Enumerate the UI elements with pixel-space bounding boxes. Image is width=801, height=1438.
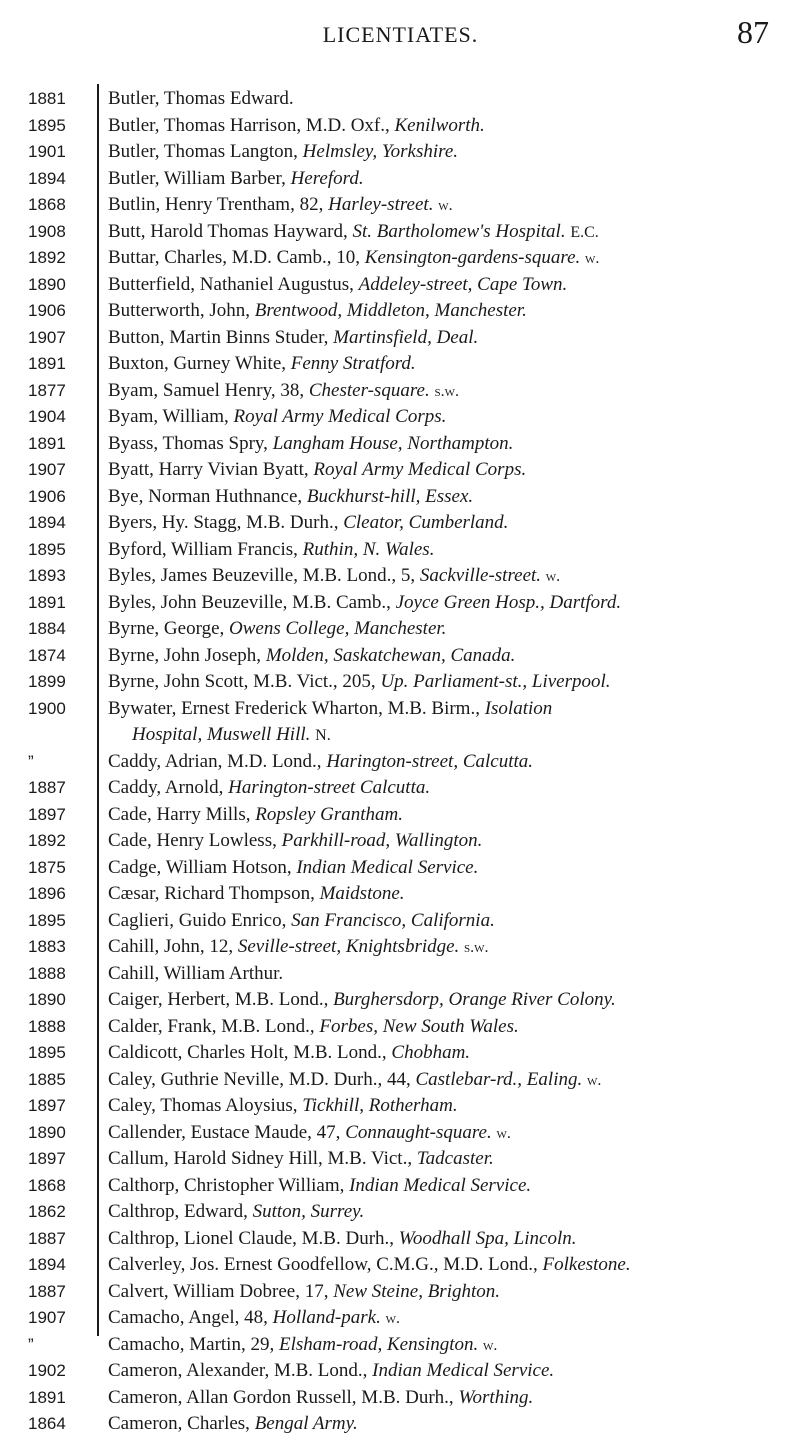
entry-text xyxy=(108,457,788,483)
entry-name: Calthrop, Lionel Claude, M.B. Durh., xyxy=(108,1227,395,1249)
entry-text xyxy=(108,643,788,669)
entry-text xyxy=(108,1040,788,1066)
entry-district: w. xyxy=(586,1071,602,1089)
list-item xyxy=(0,563,801,590)
entry-name: Cade, Harry Mills, xyxy=(108,803,251,825)
entry-name: Calthrop, Edward, xyxy=(108,1201,248,1222)
entry-name: Calthorp, Christopher William, xyxy=(108,1174,345,1196)
entry-text xyxy=(108,961,788,987)
entry-name: Calverley, Jos. Ernest Goodfellow, C.M.G., M.D. Lond., xyxy=(108,1254,538,1275)
entry-name: Byrne, John Joseph, xyxy=(108,644,262,666)
entry-text xyxy=(108,1093,788,1119)
entry-year: 1897 xyxy=(28,804,66,824)
list-item xyxy=(0,1252,801,1279)
entry-name: Cadge, William Hotson, xyxy=(108,856,292,878)
entry-name: Calvert, William Dobree, 17, xyxy=(108,1280,329,1302)
running-title: LICENTIATES. xyxy=(322,22,479,47)
entry-district: N. xyxy=(315,727,331,744)
entry-year: 1868 xyxy=(28,1175,66,1195)
entry-continuation xyxy=(0,722,801,749)
entry-address: New Steine, Brighton. xyxy=(333,1280,501,1302)
entry-text xyxy=(108,1385,788,1411)
entry-address: Parkhill-road, Wallington. xyxy=(281,830,483,851)
entry-address: Molden, Saskatchewan, Canada. xyxy=(265,644,516,666)
entry-text xyxy=(108,775,788,801)
entry-address: Indian Medical Service. xyxy=(349,1174,532,1196)
entry-text xyxy=(108,192,788,219)
entry-name: Buttar, Charles, M.D. Camb., 10, xyxy=(108,247,361,268)
entry-year: 1888 xyxy=(28,963,66,983)
entry-text xyxy=(108,272,788,298)
entry-text xyxy=(108,590,788,616)
entry-address: Martinsfield, Deal. xyxy=(333,326,479,348)
list-item xyxy=(0,643,801,670)
entry-name: Byatt, Harry Vivian Byatt, xyxy=(108,459,309,480)
entry-address: Langham House, Northampton. xyxy=(272,432,514,454)
entry-text xyxy=(108,934,788,961)
entry-name: Callender, Eustace Maude, 47, xyxy=(108,1121,341,1143)
entry-name: Byers, Hy. Stagg, M.B. Durh., xyxy=(108,512,339,533)
entry-name: Camacho, Martin, 29, xyxy=(108,1333,275,1355)
entry-year: 1895 xyxy=(28,539,66,559)
list-item xyxy=(0,1226,801,1253)
entry-name: Byford, William Francis, xyxy=(108,538,298,560)
list-item xyxy=(0,1146,801,1173)
list-item xyxy=(0,1279,801,1306)
entry-address: Indian Medical Service. xyxy=(296,856,479,878)
list-item xyxy=(0,1040,801,1067)
entry-year: 1887 xyxy=(28,778,66,797)
entry-address: Castlebar-rd., Ealing. xyxy=(415,1068,583,1090)
entry-text xyxy=(108,1067,788,1094)
entry-address: Seville-street, Knightsbridge. xyxy=(237,936,460,957)
entry-text xyxy=(108,828,788,854)
list-item xyxy=(0,1199,801,1226)
entry-address: Addeley-street, Cape Town. xyxy=(358,273,568,295)
entry-address: Burghersdorp, Orange River Colony. xyxy=(333,989,616,1010)
entry-year: 1907 xyxy=(28,1308,66,1327)
entry-name: Cameron, Alexander, M.B. Lond., xyxy=(108,1360,368,1381)
list-item xyxy=(0,245,801,272)
list-item xyxy=(0,113,801,140)
entry-address: Isolation xyxy=(484,697,553,719)
entry-district: w. xyxy=(545,568,561,585)
list-item xyxy=(0,881,801,908)
entry-district: w. xyxy=(483,1336,498,1354)
entry-address: Cleator, Cumberland. xyxy=(343,512,509,533)
entry-text xyxy=(108,1252,788,1278)
entry-name: Caglieri, Guido Enrico, xyxy=(108,909,287,931)
entry-address: Fenny Stratford. xyxy=(290,353,416,374)
entry-address: Owens College, Manchester. xyxy=(229,618,447,639)
entry-year: 1862 xyxy=(28,1202,66,1221)
entry-name: Byrne, George, xyxy=(108,618,225,639)
entry-name: Caldicott, Charles Holt, M.B. Lond., xyxy=(108,1042,387,1063)
list-item xyxy=(0,431,801,458)
list-item xyxy=(0,378,801,405)
entry-name: Camacho, Angel, 48, xyxy=(108,1307,268,1328)
list-item xyxy=(0,325,801,352)
entry-year: 1877 xyxy=(28,380,66,400)
entry-name: Byles, John Beuzeville, M.B. Camb., xyxy=(108,591,391,613)
list-item xyxy=(0,1385,801,1412)
entry-year: 1887 xyxy=(28,1228,66,1248)
entry-name: Bye, Norman Huthnance, xyxy=(108,485,303,507)
entry-name: Caley, Thomas Aloysius, xyxy=(108,1095,298,1116)
list-item xyxy=(0,802,801,829)
list-item xyxy=(0,1358,801,1385)
entry-text xyxy=(108,669,788,695)
entry-year: 1890 xyxy=(28,274,66,294)
entry-name: Buxton, Gurney White, xyxy=(108,353,287,374)
list-item xyxy=(0,1093,801,1120)
list-item xyxy=(0,272,801,299)
entry-text xyxy=(108,510,788,536)
entry-name: Calder, Frank, M.B. Lond., xyxy=(108,1015,315,1037)
entry-address: Hereford. xyxy=(290,167,364,189)
entry-year: 1894 xyxy=(28,1255,66,1274)
entry-year: 1907 xyxy=(28,460,66,479)
entry-text xyxy=(108,86,788,112)
entry-text xyxy=(108,1146,788,1172)
entry-text xyxy=(108,749,788,775)
entry-name: Cahill, John, 12, xyxy=(108,936,234,957)
entry-text xyxy=(108,908,788,934)
list-item xyxy=(0,1120,801,1147)
entry-address: Indian Medical Service. xyxy=(372,1360,555,1381)
entry-name: Callum, Harold Sidney Hill, M.B. Vict., xyxy=(108,1148,413,1169)
entry-district: w. xyxy=(438,197,453,214)
list-item xyxy=(0,749,801,776)
entry-address: San Francisco, California. xyxy=(291,909,495,931)
list-item xyxy=(0,1173,801,1200)
entry-year: 1896 xyxy=(28,884,66,903)
entry-year: 1885 xyxy=(28,1069,66,1089)
entry-name: Butterfield, Nathaniel Augustus, xyxy=(108,273,354,295)
entry-address: Sackville-street. xyxy=(419,565,542,586)
list-item xyxy=(0,457,801,484)
list-item xyxy=(0,1411,801,1438)
entry-text xyxy=(108,881,788,907)
entry-text xyxy=(108,987,788,1013)
entry-address: Harington-street, Calcutta. xyxy=(326,750,534,772)
page-number: 87 xyxy=(737,14,769,50)
entry-year: 1908 xyxy=(28,221,66,241)
entry-address: Buckhurst-hill, Essex. xyxy=(306,485,474,507)
entry-year: 1891 xyxy=(28,592,66,612)
list-item xyxy=(0,404,801,431)
entry-district: w. xyxy=(496,1124,511,1142)
entry-year: 1888 xyxy=(28,1016,66,1036)
entry-year: 1894 xyxy=(28,513,66,532)
entry-name: Butler, Thomas Edward. xyxy=(108,88,294,109)
entry-address: Ropsley Grantham. xyxy=(255,803,403,825)
entry-text xyxy=(108,325,788,351)
entry-year: 1891 xyxy=(28,354,66,373)
entry-address: Tadcaster. xyxy=(416,1148,494,1169)
entry-text xyxy=(108,139,788,165)
entry-address: Harington-street Calcutta. xyxy=(228,777,431,798)
list-item xyxy=(0,696,801,723)
entry-year: 1895 xyxy=(28,910,66,930)
list-item xyxy=(0,351,801,378)
entry-name: Bywater, Ernest Frederick Wharton, M.B. Birm., xyxy=(108,697,480,719)
list-item xyxy=(0,775,801,802)
list-item xyxy=(0,86,801,113)
entry-name: Cæsar, Richard Thompson, xyxy=(108,883,315,904)
entry-text xyxy=(108,1014,788,1040)
list-item xyxy=(0,669,801,696)
entry-year: 1883 xyxy=(28,937,66,956)
entry-address: Forbes, New South Wales. xyxy=(319,1015,519,1037)
entry-text xyxy=(132,722,331,749)
entry-text xyxy=(108,563,788,590)
entry-text xyxy=(108,696,788,722)
entry-name: Caddy, Adrian, M.D. Lond., xyxy=(108,750,322,772)
entry-year: 1897 xyxy=(28,1096,66,1115)
entry-text xyxy=(108,1279,788,1305)
entry-address: Bengal Army. xyxy=(254,1413,358,1434)
entry-name: Cameron, Charles, xyxy=(108,1413,250,1434)
entry-name: Butlin, Henry Trentham, 82, xyxy=(108,194,324,215)
entry-address: Hospital, Muswell Hill. xyxy=(132,724,311,745)
entry-text xyxy=(108,1332,788,1359)
entry-address: Up. Parliament-st., Liverpool. xyxy=(380,671,611,692)
entry-district: E.C. xyxy=(570,223,599,241)
entry-address: Kensington-gardens-square. xyxy=(364,247,581,268)
entry-address: Royal Army Medical Corps. xyxy=(233,406,447,427)
entry-year: 1899 xyxy=(28,672,66,691)
entry-year: 1901 xyxy=(28,142,66,161)
entry-name: Byass, Thomas Spry, xyxy=(108,432,268,454)
entry-address: Chobham. xyxy=(391,1042,471,1063)
list-item xyxy=(0,828,801,855)
entry-text xyxy=(108,1120,788,1147)
list-item xyxy=(0,987,801,1014)
entry-address: Brentwood, Middleton, Manchester. xyxy=(254,300,527,321)
entry-year: 1900 xyxy=(28,698,66,718)
entry-name: Butler, Thomas Langton, xyxy=(108,141,298,162)
entry-text xyxy=(108,1173,788,1199)
list-item xyxy=(0,1067,801,1094)
entry-year: 1894 xyxy=(28,168,66,188)
entry-year: 1907 xyxy=(28,327,66,347)
entry-year: 1906 xyxy=(28,486,66,506)
entry-address: Holland-park. xyxy=(272,1307,381,1328)
entry-year: 1890 xyxy=(28,1122,66,1142)
entry-address: Woodhall Spa, Lincoln. xyxy=(398,1227,577,1249)
entry-name: Caley, Guthrie Neville, M.D. Durh., 44, xyxy=(108,1068,411,1090)
list-item xyxy=(0,961,801,988)
entry-text xyxy=(108,1411,788,1437)
entry-address: Joyce Green Hosp., Dartford. xyxy=(395,591,622,613)
list-item xyxy=(0,908,801,935)
entry-address: Folkestone. xyxy=(542,1254,631,1275)
entry-name: Caiger, Herbert, M.B. Lond., xyxy=(108,989,329,1010)
entry-address: Elsham-road, Kensington. xyxy=(278,1333,479,1355)
entry-district: s.w. xyxy=(434,382,459,400)
entry-address: Connaught-square. xyxy=(345,1121,492,1143)
entry-year: ” xyxy=(28,751,34,771)
page-header xyxy=(0,14,801,54)
entry-year: 1884 xyxy=(28,619,66,638)
entry-name: Butterworth, John, xyxy=(108,300,250,321)
entry-year: 1895 xyxy=(28,115,66,135)
list-item xyxy=(0,139,801,166)
entry-district: w. xyxy=(585,250,600,267)
entry-address: Harley-street. xyxy=(328,194,434,215)
list-item xyxy=(0,484,801,511)
entry-address: Maidstone. xyxy=(319,883,405,904)
entry-address: Tickhill, Rotherham. xyxy=(302,1095,458,1116)
entry-district: s.w. xyxy=(464,939,489,956)
entry-year: 1904 xyxy=(28,407,66,426)
entry-year: 1897 xyxy=(28,1149,66,1168)
entry-address: Royal Army Medical Corps. xyxy=(313,459,527,480)
entry-year: ” xyxy=(28,1334,34,1354)
entry-text xyxy=(108,166,788,192)
list-item xyxy=(0,219,801,246)
entry-text xyxy=(108,378,788,405)
entry-year: 1868 xyxy=(28,195,66,214)
entry-year: 1887 xyxy=(28,1281,66,1301)
entry-text xyxy=(108,219,788,246)
entry-year: 1891 xyxy=(28,433,66,453)
licentiates-list xyxy=(0,86,801,1438)
entry-text xyxy=(108,1199,788,1225)
entry-text xyxy=(108,351,788,377)
entry-year: 1875 xyxy=(28,857,66,877)
entry-name: Byam, William, xyxy=(108,406,229,427)
entry-text xyxy=(108,616,788,642)
list-item xyxy=(0,1332,801,1359)
list-item xyxy=(0,1014,801,1041)
list-item xyxy=(0,1305,801,1332)
list-item xyxy=(0,934,801,961)
entry-year: 1890 xyxy=(28,990,66,1009)
entry-text xyxy=(108,802,788,828)
entry-name: Caddy, Arnold, xyxy=(108,777,224,798)
entry-district: w. xyxy=(385,1310,400,1327)
entry-text xyxy=(108,431,788,457)
list-item xyxy=(0,855,801,882)
entry-name: Butt, Harold Thomas Hayward, xyxy=(108,220,348,242)
entry-address: Chester-square. xyxy=(308,379,430,401)
entry-name: Button, Martin Binns Studer, xyxy=(108,326,329,348)
entry-year: 1881 xyxy=(28,89,66,108)
entry-name: Butler, Thomas Harrison, M.D. Oxf., xyxy=(108,114,390,136)
entry-year: 1906 xyxy=(28,301,66,320)
entry-text xyxy=(108,113,788,139)
entry-text xyxy=(108,855,788,881)
entry-year: 1892 xyxy=(28,248,66,267)
entry-text xyxy=(108,245,788,272)
entry-address: St. Bartholomew's Hospital. xyxy=(352,220,566,242)
list-item xyxy=(0,590,801,617)
entry-year: 1902 xyxy=(28,1361,66,1380)
entry-year: 1893 xyxy=(28,566,66,585)
entry-address: Sutton, Surrey. xyxy=(252,1201,365,1222)
entry-address: Ruthin, N. Wales. xyxy=(302,538,435,560)
entry-name: Butler, William Barber, xyxy=(108,167,286,189)
entry-year: 1874 xyxy=(28,645,66,665)
entry-text xyxy=(108,298,788,324)
list-item xyxy=(0,298,801,325)
entry-text xyxy=(108,404,788,430)
list-item xyxy=(0,166,801,193)
entry-text xyxy=(108,537,788,563)
entry-text xyxy=(108,1358,788,1384)
entry-text xyxy=(108,484,788,510)
entry-year: 1895 xyxy=(28,1043,66,1062)
entry-text xyxy=(108,1305,788,1332)
entry-address: Worthing. xyxy=(458,1386,534,1408)
list-item xyxy=(0,537,801,564)
entry-text xyxy=(108,1226,788,1252)
entry-name: Cameron, Allan Gordon Russell, M.B. Durh., xyxy=(108,1386,454,1408)
entry-name: Byam, Samuel Henry, 38, xyxy=(108,379,305,401)
list-item xyxy=(0,510,801,537)
entry-name: Cahill, William Arthur. xyxy=(108,962,284,984)
entry-year: 1892 xyxy=(28,831,66,850)
entry-address: Kenilworth. xyxy=(394,114,485,136)
entry-name: Cade, Henry Lowless, xyxy=(108,830,277,851)
entry-year: 1891 xyxy=(28,1387,66,1407)
entry-address: Helmsley, Yorkshire. xyxy=(302,141,459,162)
list-item xyxy=(0,192,801,219)
entry-name: Byrne, John Scott, M.B. Vict., 205, xyxy=(108,671,376,692)
entry-name: Byles, James Beuzeville, M.B. Lond., 5, xyxy=(108,565,416,586)
entry-year: 1864 xyxy=(28,1414,66,1433)
list-item xyxy=(0,616,801,643)
